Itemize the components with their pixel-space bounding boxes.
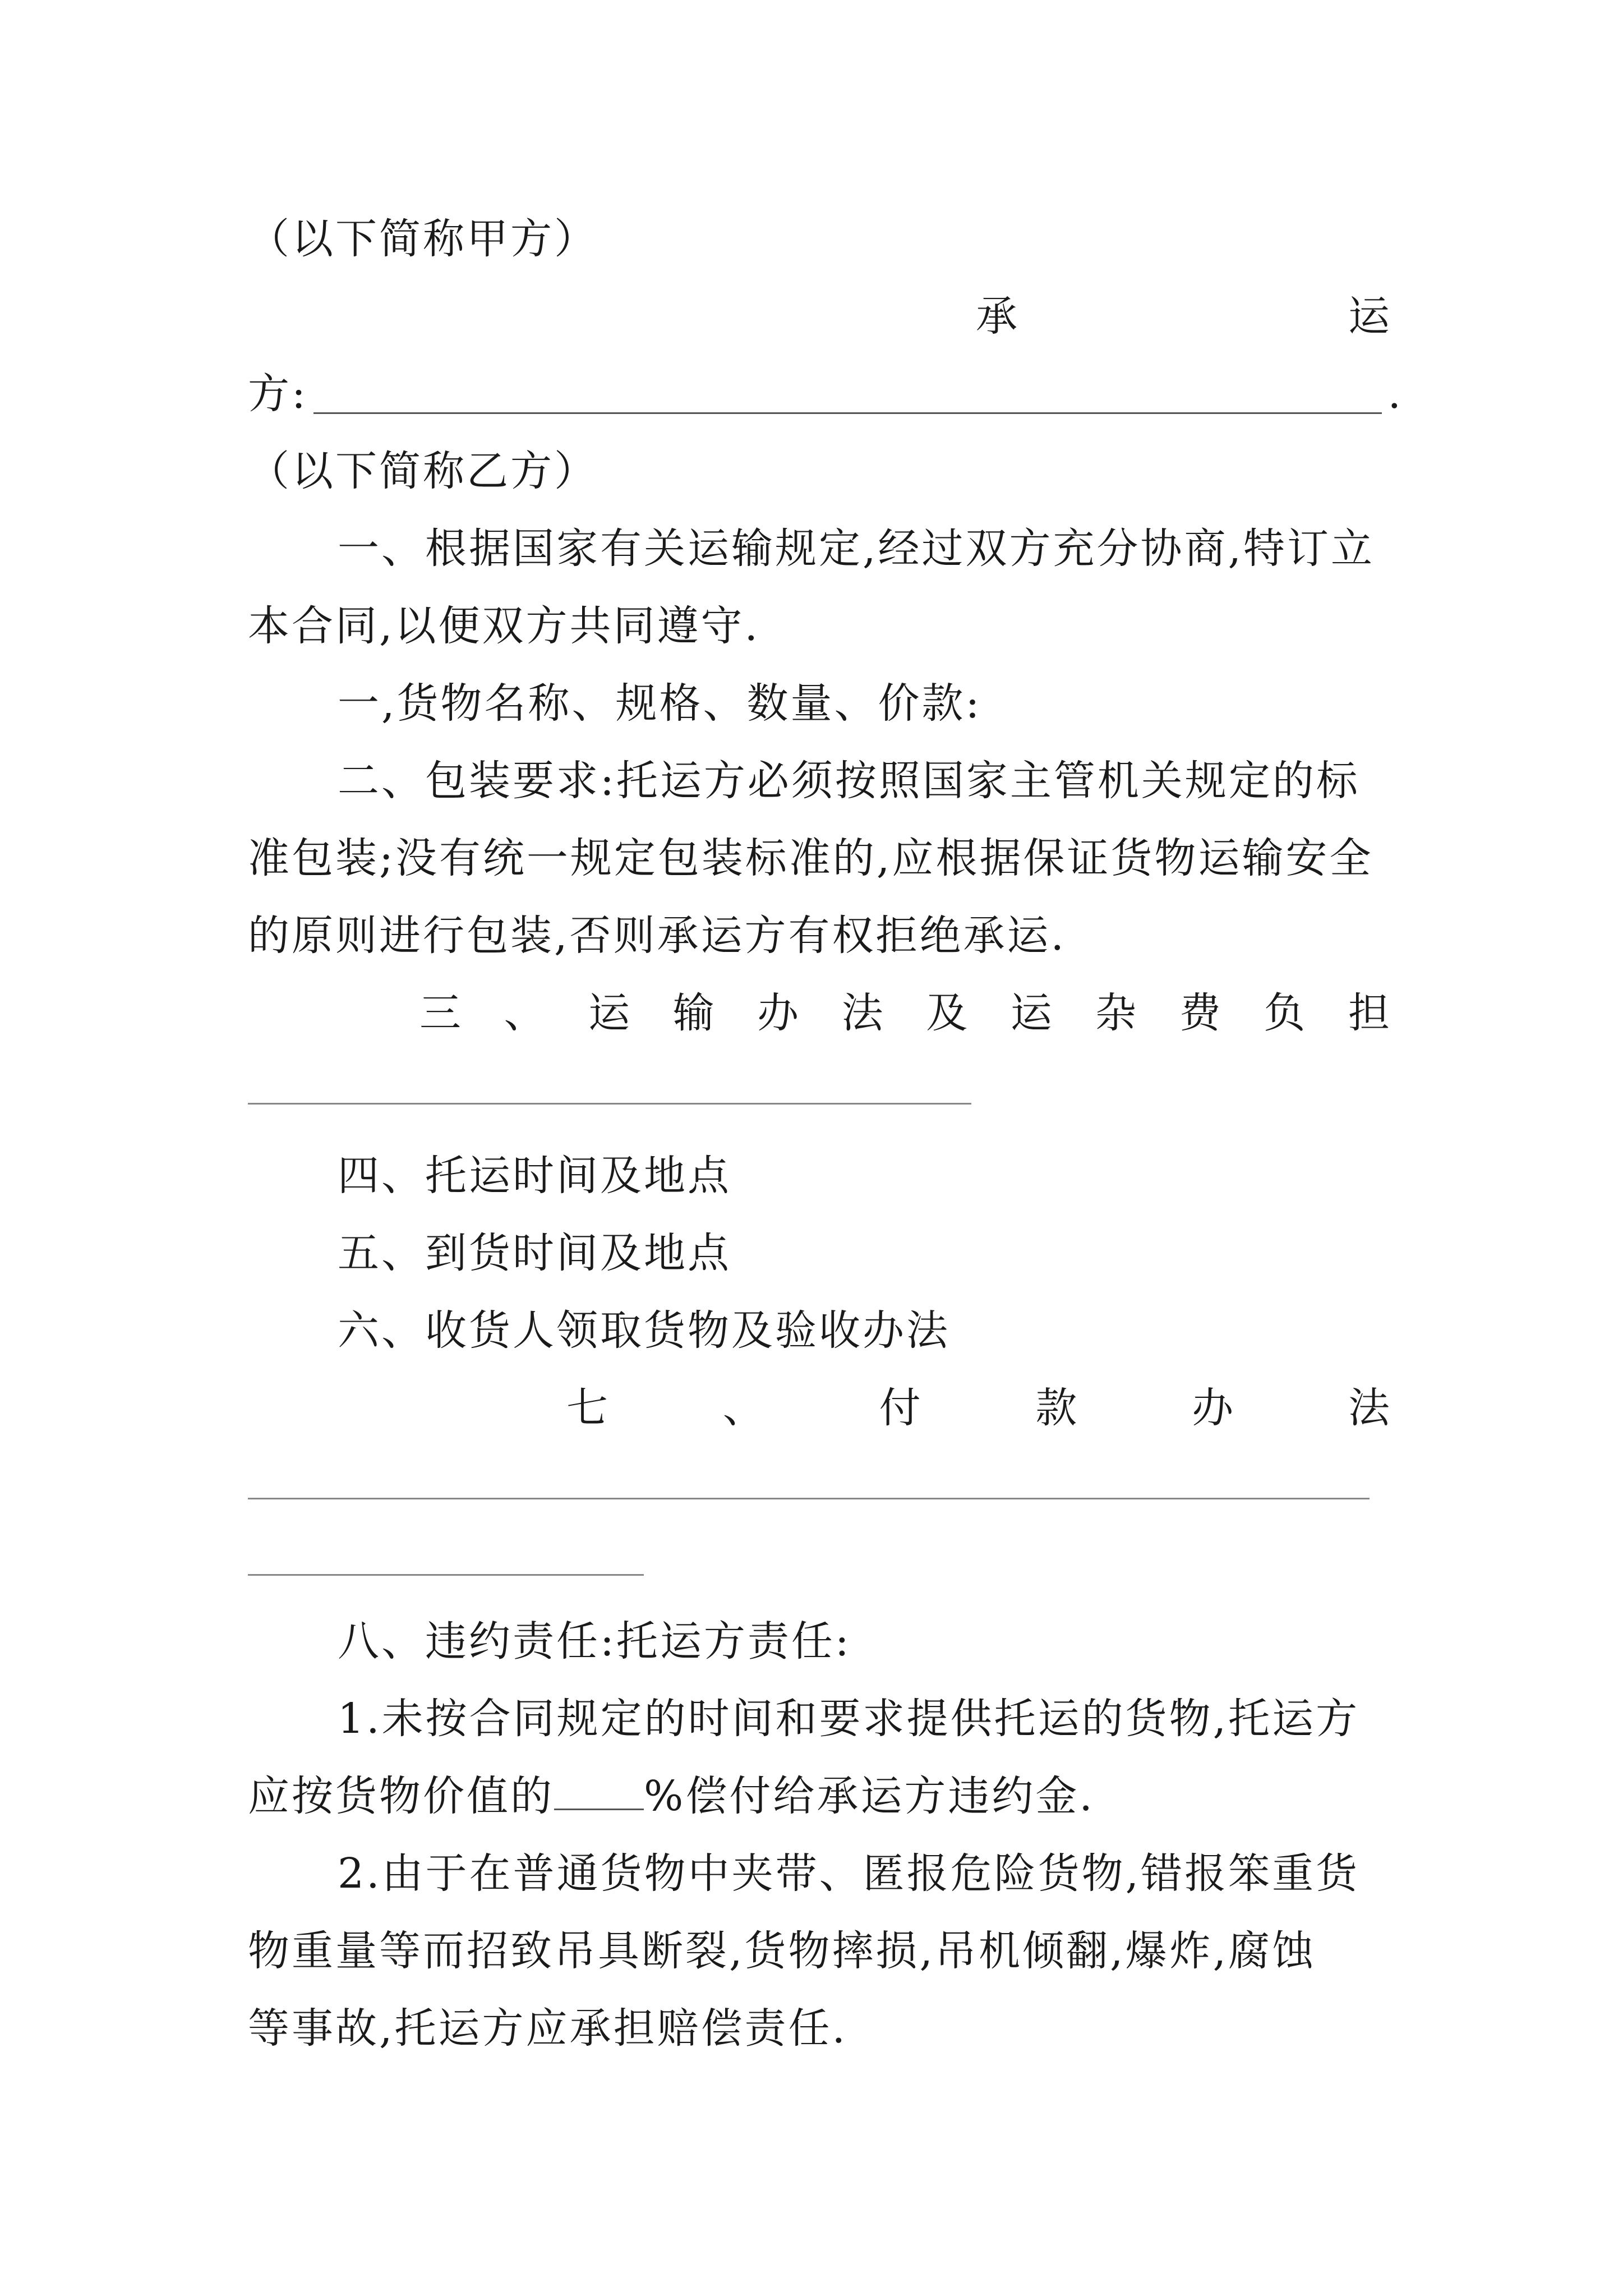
clause-3-char: 运 (588, 989, 633, 1037)
clause-1: 一,货物名称、规格、数量、价款: (338, 679, 982, 728)
carrier-field (248, 366, 1403, 422)
clause-3-char: 负 (1264, 989, 1308, 1037)
clause-3-char: 办 (757, 989, 801, 1037)
clause-3-char: 输 (672, 989, 717, 1037)
clause-3-char: 法 (841, 989, 886, 1037)
clause-3-char: 运 (1010, 989, 1054, 1037)
clause-7-char: 、 (722, 1384, 767, 1432)
carrier-char-2: 运 (1348, 292, 1392, 341)
clause-7-char: 法 (1348, 1384, 1392, 1432)
clause-3-char: 及 (926, 989, 970, 1037)
clause-intro-cont: 本合同,以便双方共同遵守. (248, 602, 760, 650)
clause-2-cont-1: 准包装;没有统一规定包装标准的,应根据保证货物运输安全 (248, 834, 1373, 882)
clause-8-item-1-cont (248, 1768, 1392, 1824)
clause-3-char: 、 (504, 989, 548, 1037)
clause-3-char: 费 (1179, 989, 1223, 1037)
clause-6: 六、收货人领取货物及验收办法 (338, 1306, 950, 1355)
clause-7-char: 办 (1192, 1384, 1236, 1432)
carrier-field-label: 方: (248, 370, 308, 418)
clause-3-char: 杂 (1095, 989, 1139, 1037)
clause-3-blank[interactable] (248, 1103, 971, 1105)
carrier-blank[interactable] (313, 373, 1382, 414)
clause-8-item-1: 1.未按合同规定的时间和要求提供托运的货物,托运方 (338, 1695, 1360, 1743)
clause-3-char: 三 (419, 989, 463, 1037)
carrier-field-end: . (1387, 370, 1403, 418)
clause-intro: 一、根据国家有关运输规定,经过双方充分协商,特订立 (338, 524, 1375, 573)
clause-3-char: 担 (1348, 989, 1392, 1037)
carrier-char-1: 承 (976, 292, 1020, 341)
penalty-text-b: %偿付给承运方违约金. (644, 1772, 1095, 1820)
clause-3 (419, 985, 1392, 1041)
clause-7-char: 七 (566, 1384, 610, 1432)
clause-8: 八、违约责任:托运方责任: (338, 1617, 851, 1665)
clause-8-item-2-cont-2: 等事故,托运方应承担赔偿责任. (248, 2004, 848, 2053)
clause-2-cont-2: 的原则进行包装,否则承运方有权拒绝承运. (248, 912, 1067, 960)
penalty-text-a: 应按货物价值的 (248, 1772, 554, 1820)
clause-7-char: 付 (879, 1384, 923, 1432)
carrier-heading (976, 288, 1392, 344)
clause-2: 二、包装要求:托运方必须按照国家主管机关规定的标 (338, 757, 1360, 805)
penalty-percent-blank[interactable] (554, 1769, 644, 1810)
clause-5: 五、到货时间及地点 (338, 1229, 731, 1277)
clause-8-item-2: 2.由于在普通货物中夹带、匿报危险货物,错报笨重货 (338, 1849, 1360, 1898)
clause-7 (566, 1380, 1392, 1436)
clause-7-char: 款 (1035, 1384, 1080, 1432)
clause-4: 四、托运时间及地点 (338, 1152, 731, 1200)
clause-7-blank-2[interactable] (248, 1574, 644, 1576)
party-b-note: （以下简称乙方） (248, 447, 598, 495)
party-a-note: （以下简称甲方） (248, 215, 598, 263)
clause-7-blank-1[interactable] (248, 1498, 1370, 1499)
clause-8-item-2-cont-1: 物重量等而招致吊具断裂,货物摔损,吊机倾翻,爆炸,腐蚀 (248, 1927, 1316, 1975)
